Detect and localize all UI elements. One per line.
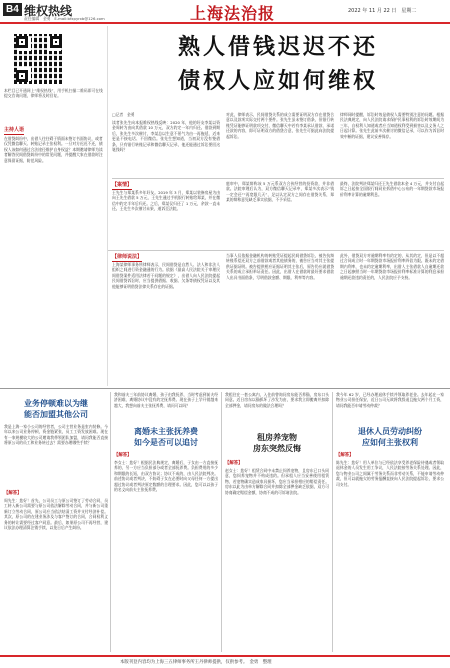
story4-title-line-2: 应如何主张权利 [362,438,418,447]
lead-col-2: 对此，律师表示，民间借贷关系的成立需要证明双方存在借贷合意以及款项实际交付两个要件。张先生虽未签订借条，但银行转账凭证能够证明款项交付，微信聊天中若有李某承认借款、承诺还款的内容，即可证明双方的借贷合意，张先生可据此向法院提起诉讼。 [226,112,334,139]
story3-answer: 赵女士：您好！租赁合同中未禁止饲养宠物，且房东已口头同意，您饲养宠物并不构成违约。但承租人应当妥善使用租赁物，若宠物确实造成家具损坏，您应当承担相应的赔偿责任。房东以此为由单方解除合同并扣除全部押金缺乏依据，双方可协商确定赔偿金额，协商不成的可诉诸法院。 [225,468,329,495]
newspaper-logo: 上海法治报 [190,4,276,23]
story2-title [114,426,218,448]
analysis-col-1: 上海某律师事务所律师表示，民间借贷是自然人、法人和非法人组织之间进行资金融通的行为。依据《最高人民法院关于审理民间借贷案件适用法律若干问题的规定》，出借人向人民法院提起民间借贷诉讼时，应当提供借据、收据、欠条等债权凭证以及其他能够证明借贷法律关系存在的证据。 [112,262,220,289]
story4-question: 我今年 62 岁，已经办理退休手续并领取养老金。去年起在一家物业公司担任保安，近日公司无故将我辞退且拖欠两个月工资，请问我能否申请劳动仲裁？ [336,392,444,408]
story4-answer: 陈先生：您好！用人单位与已经依法享受养老保险待遇或者领取退休金的人员发生用工争议，人民法院按劳务关系处理。因此，您与物业公司之间属于劳务关系而非劳动关系，不能申请劳动仲裁，但可以就拖欠的劳务报酬直接向人民法院提起诉讼，要求公司支付。 [336,460,444,487]
masthead [0,0,450,24]
analysis-col-3: 此外，借贷双方对逾期利率有约定的，从其约定，但是以不超过合同成立时一年期贷款市场报价利率四倍为限。既未约定借期内利率，也未约定逾期利率，出借人主张借款人自逾期还款之日起参照当时一年期贷款市场报价利率标准计算的利息承担逾期还款违约责任的，人民法院应予支持。 [340,253,444,280]
page-headline [118,32,438,96]
story3-title-line-2: 房东突然反悔 [253,444,301,453]
story1-title-line-2: 能否加盟其他公司 [24,410,88,419]
story3-title [225,432,329,454]
story4-title-line-1: 退休人员劳动纠纷 [358,427,422,436]
story1-answer: 周先生：您好！首先，公司员工与原公司签订了劳动合同，员工转入新公司需要与原公司依法解除劳动合同，并与新公司重新订立劳动合同，原公司应当依法结清工资并支付经济补偿。其次，原公司的在建业务涉及与客户签订的合同，合同权利义务的转让需要经过客户同意。最后，如果原公司不再经营，建议依法办理清算注销手续，以免日后产生纠纷。 [4,498,108,531]
divider [221,392,222,652]
story4-answer-tag: 【解答】 [336,453,354,458]
footer-text: 本版刊登内容均为上海三五律师事务所王丹律师提供，仅供参考。 金勇 整理 [120,660,272,665]
headline-line-2: 债权人应如何维权 [177,68,378,94]
divider [0,388,450,389]
section-title: 维权热线 [24,4,73,18]
story1-question: 我是上海一家小公司的经营者，公司主营业务是室内装修。今年以来公司业务停顿，资金链紧张，员工工资发放困难。现在有一家规模较大的公司邀请我带领团队加盟，请问我能否直接将原公司的员工和业务转过去？需要办理哪些手续？ [4,424,108,446]
story1-title-line-1: 业务停顿难以为继 [24,399,88,408]
case-col-2: 庭审中，郑某辩称该 5 万元系双方合伙经营的投资款，并非借款。法院审理后认为，双方微信聊天记录中，郑某多次表示“钱一定会还”“再宽限几天”，足以认定双方之间存在借贷关系，郑某的辩称意见缺乏事实依据，不予采信。 [226,181,334,203]
headline-line-1: 熟人借钱迟迟不还 [177,34,378,60]
story2-title-line-2: 如今是否可以追讨 [134,438,198,447]
case-col-1: 王先生与郑某系多年好友。2019 年 3 月，郑某以装修房屋为由向王先生借款 5 万元，王先生通过手机银行转账给郑某，并在微信中约定半年后归还。之后，郑某仅归还了 1 万元，余款一直未还。王先生多次催讨未果，遂诉至法院。 [112,190,220,212]
host-label: 主持人语 [4,127,25,133]
qr-caption: 本栏目已开通网上“维权热线”，用手机扫描二维码即可在线提交咨询问题，律师将及时回复。 [4,88,103,99]
story3-answer-tag: 【解答】 [225,461,243,466]
lead-col-1: 读者张先生向本报维权热线反映：2020 年，他的好友李某以资金周转为由向其借款 10 万元，双方约定一年内归还。借款到期后，张先生多次催讨，李某总以生意不景气为由一再拖延，近来更是不接电话、不回微信。张先生想知道，当初双方没有签借条，只有银行转账记录和微信聊天记录，他还能通过诉讼要回这笔钱吗？ [112,120,220,153]
byline: □记者 金勇 [112,112,135,117]
lead-col-3: 律师同时提醒，诉讼时效是债权人需要特别注意的问题。根据民法典规定，向人民法院请求保护民事权利的诉讼时效期间为三年，自权利人知道或者应当知道权利受到损害以及义务人之日起计算。张先生此前多次催讨的微信记录，可以作为诉讼时效中断的证据，建议妥善保存。 [340,112,444,139]
story4-title [336,426,444,448]
issue-date: 2022 年 11 月 22 日 星期二 [348,8,417,14]
story3-title-line-1: 租房养宠物 [257,433,297,442]
sidebar [0,26,108,386]
qr-code-icon[interactable] [14,34,64,84]
story2-answer-tag: 【解答】 [114,453,132,458]
analysis-tag: 【律师说法】 [112,254,143,260]
divider [112,178,444,179]
analysis-col-2: 当事人仅依据金融机构的转账凭证提起民间借贷诉讼，被告抗辩转账系偿还双方之前借款或者其他债务的，被告应当对其主张提供证据证明。被告提供相应证据证明其主张后，原告仍应就借贷关系的成立承担举证责任。因此，出借人在借款时最好要求借款人出具书面借条，写明借款金额、期限、利率等内容。 [226,253,334,280]
story2-question: 我和前夫三年前协议离婚，孩子由我抚养，当时考虑到前夫经济困难，离婚协议中没有约定抚养费。现在孩子上学开销越来越大，我想向前夫主张抚养费，请问可以吗？ [114,392,218,408]
story1-title [4,398,108,420]
story1-answer-tag: 【解答】 [4,491,22,496]
story3-question: 我租住在一套公寓内，入住前曾询问房东能否养猫，房东口头同意。近日房东以猫抓坏了沙发为由，要求我立即搬离并扣除全部押金，请问房东的做法合理吗？ [225,392,329,408]
page-number: B4 [3,3,22,16]
divider [108,250,444,251]
story2-answer: 李女士：您好！根据民法典规定，离婚后，子女由一方直接抚养的，另一方应当负担部分或者全部抚养费。负担费用的多少和期限的长短，由双方协议；协议不成的，由人民法院判决。前述协议或者判决，不妨碍子女在必要时向父母任何一方提出超过协议或者判决原定数额的合理要求。因此，您可以以孩子的名义向前夫主张抚养费。 [114,460,218,493]
footer [0,655,450,668]
divider [110,392,111,652]
story2-title-line-1: 离婚未主张抚养费 [134,427,198,436]
section-editor: 责任编辑 金勇 E-mail:bfxpyrxb@126.com [24,16,105,21]
case-col-3: 最终，法院判决郑某归还王先生借款本金 4 万元，并支付自起诉之日起按全国银行间同业拆借中心公布的一年期贷款市场报价利率计算的逾期利息。 [340,181,444,197]
host-text: 在借贷纠纷中，出借人往往碍于情面未签订书面协议，或者仅凭微信聊天、转账记录主张权利。一旦对方迟迟不还，债权人该如何通过合法途径维护自身权益？本期邀请律师为读者解答民间借贷纠纷中的常见问题，并提醒大家在借款时注意保留证据，防范风险。 [4,136,103,163]
case-tag: 【案情】 [112,182,133,188]
divider [332,392,333,652]
